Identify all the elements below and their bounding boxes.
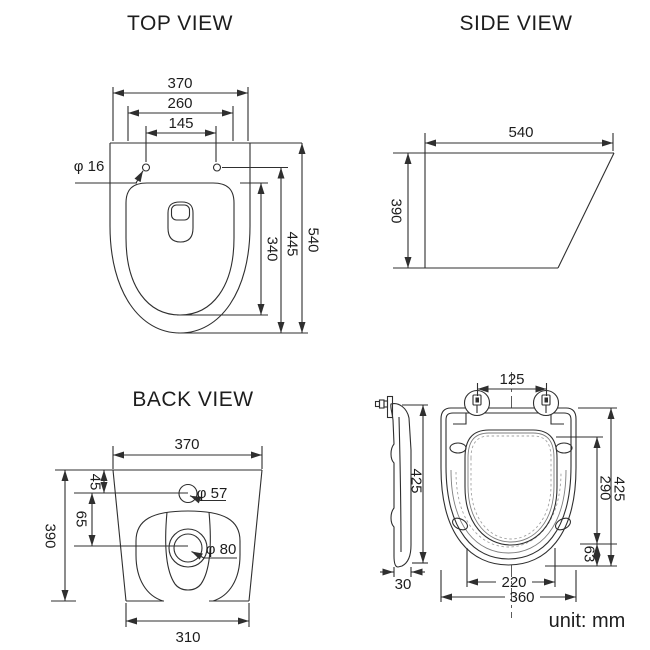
top-dim-145: 145 — [168, 115, 194, 132]
top-dim-phi16: φ 16 — [73, 158, 105, 175]
top-view-title: TOP VIEW — [127, 12, 233, 35]
leader-phi80 — [192, 552, 205, 559]
top-dim-260: 260 — [167, 95, 193, 112]
back-dim-390: 390 — [41, 523, 59, 549]
side-view-dimensions — [388, 124, 614, 268]
outlet-circle-outer — [169, 529, 207, 567]
side-view-title: SIDE VIEW — [459, 12, 573, 35]
seat-body — [441, 391, 576, 566]
top-dim-540: 540 — [304, 227, 322, 253]
seat-dim-360: 360 — [509, 589, 535, 606]
side-dim-390: 390 — [387, 198, 405, 224]
seat-hinge-pin — [376, 397, 393, 418]
bowl-inner-outline — [126, 183, 234, 315]
seat-profile-inner-line — [399, 417, 401, 552]
seat-dim-63: 63 — [580, 545, 598, 563]
top-dim-340: 340 — [263, 236, 281, 262]
seat-outer-outline — [441, 408, 576, 565]
bowl-outer-outline — [110, 143, 250, 333]
leader-phi16 — [136, 171, 143, 183]
seat-dim-220: 220 — [501, 574, 527, 591]
back-view-dimensions — [42, 436, 263, 646]
back-dim-65: 65 — [72, 510, 90, 528]
mounting-hole-left — [143, 164, 150, 171]
seat-dim-425-side: 425 — [407, 468, 425, 494]
side-view-outline — [393, 133, 614, 268]
unit-label: unit: mm — [548, 610, 626, 632]
top-dim-445: 445 — [283, 231, 301, 257]
outlet-circle-inner — [174, 534, 202, 562]
top-view-dimensions — [74, 75, 322, 333]
back-dim-45: 45 — [86, 473, 104, 491]
back-dim-phi57: φ 57 — [196, 485, 228, 502]
back-dim-phi80: φ 80 — [205, 541, 237, 558]
seat-dim-125: 125 — [499, 371, 525, 388]
seat-dim-290: 290 — [596, 475, 614, 501]
top-dim-370: 370 — [167, 75, 193, 92]
mounting-hole-right — [214, 164, 221, 171]
seat-side-profile — [376, 397, 429, 594]
back-left-edge — [113, 470, 126, 601]
top-view — [74, 12, 322, 333]
back-view — [42, 388, 263, 646]
back-dim-310: 310 — [175, 629, 201, 646]
side-dim-540: 540 — [508, 124, 534, 141]
side-view — [388, 12, 615, 268]
seat-top-view — [441, 371, 628, 618]
back-view-outline — [55, 470, 262, 601]
seat-dim-425-total: 425 — [610, 476, 628, 502]
side-front-slant — [558, 153, 614, 268]
back-view-title: BACK VIEW — [132, 388, 254, 411]
back-dim-370: 370 — [174, 436, 200, 453]
flush-opening-inner — [172, 205, 190, 220]
back-right-edge — [249, 470, 262, 601]
outlet-column-outline — [166, 512, 211, 590]
seat-dim-30: 30 — [394, 576, 412, 593]
